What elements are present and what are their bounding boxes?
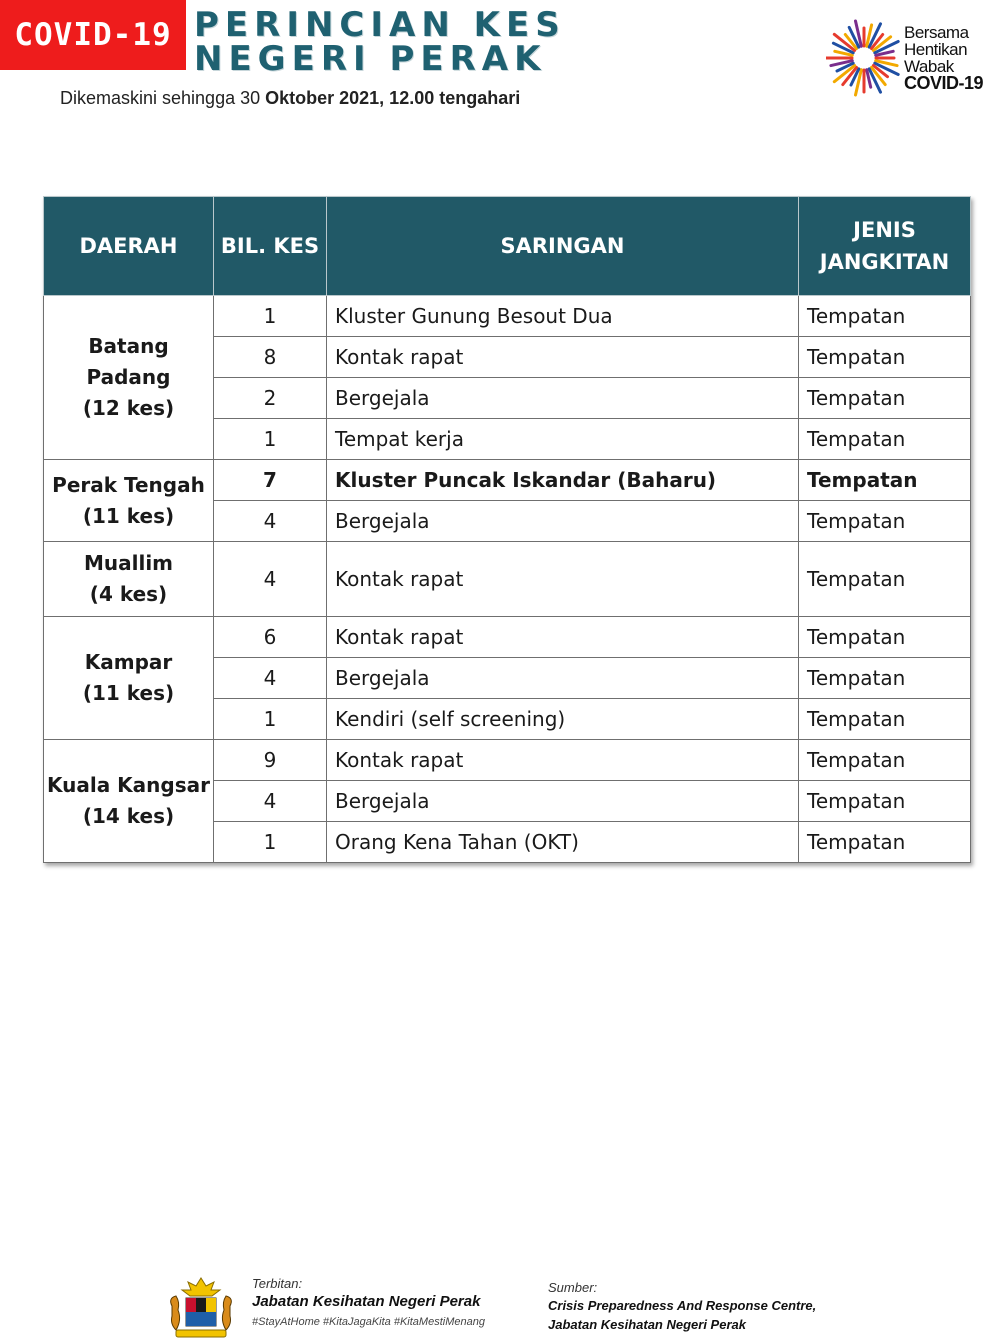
table-row — [44, 740, 971, 781]
header-saringan: SARINGAN — [327, 197, 799, 296]
table-row — [44, 542, 971, 617]
bil-kes-cell: 1 — [214, 419, 327, 460]
jenis-cell: Tempatan — [799, 658, 971, 699]
saringan-cell: Kontak rapat — [327, 740, 799, 781]
saringan-cell: Kontak rapat — [327, 542, 799, 617]
logo-line2: Hentikan — [904, 40, 968, 59]
saringan-cell: Kluster Gunung Besout Dua — [327, 296, 799, 337]
bil-kes-cell: 1 — [214, 699, 327, 740]
jenis-cell: Tempatan — [799, 419, 971, 460]
jenis-cell: Tempatan — [799, 337, 971, 378]
sunburst-logo-icon — [826, 18, 902, 98]
jenis-cell: Tempatan — [799, 296, 971, 337]
terbitan-org: Jabatan Kesihatan Negeri Perak — [252, 1293, 481, 1310]
updated-prefix: Dikemaskini sehingga 30 — [60, 88, 266, 108]
table-row — [44, 460, 971, 501]
district-total: (12 kes) — [82, 396, 175, 420]
district-total: (4 kes) — [89, 582, 168, 606]
logo-line3: Wabak — [904, 57, 954, 76]
saringan-cell: Kontak rapat — [327, 337, 799, 378]
table-row — [44, 296, 971, 337]
district-name: Perak Tengah — [52, 472, 205, 497]
bil-kes-cell: 4 — [214, 658, 327, 699]
covid-badge — [0, 0, 186, 70]
saringan-cell: Tempat kerja — [327, 419, 799, 460]
district-total: (11 kes) — [82, 681, 175, 705]
header-jenis-jangkitan — [799, 197, 971, 296]
jenis-cell: Tempatan — [799, 740, 971, 781]
saringan-cell: Orang Kena Tahan (OKT) — [327, 822, 799, 863]
bil-kes-cell: 7 — [214, 460, 327, 501]
district-cell — [44, 740, 214, 863]
jenis-cell: Tempatan — [799, 378, 971, 419]
bil-kes-cell: 9 — [214, 740, 327, 781]
saringan-cell: Kendiri (self screening) — [327, 699, 799, 740]
badge-text: COVID-19 — [14, 17, 172, 53]
district-name: Kuala Kangsar — [46, 773, 210, 797]
updated-timestamp — [60, 88, 520, 109]
case-details-table — [43, 196, 971, 863]
header-daerah: DAERAH — [44, 197, 214, 296]
source-block — [548, 1280, 816, 1333]
saringan-cell: Kontak rapat — [327, 617, 799, 658]
coat-of-arms-icon — [162, 1276, 240, 1340]
bil-kes-cell: 2 — [214, 378, 327, 419]
district-cell — [44, 296, 214, 460]
district-cell — [44, 460, 214, 542]
footer — [0, 1270, 1008, 1344]
page-title — [194, 5, 566, 79]
table-header-row — [44, 197, 971, 296]
district-name: Batang Padang — [86, 334, 171, 389]
saringan-cell: Bergejala — [327, 781, 799, 822]
updated-date: Oktober 2021, 12.00 tengahari — [265, 88, 521, 108]
bil-kes-cell: 8 — [214, 337, 327, 378]
bil-kes-cell: 6 — [214, 617, 327, 658]
logo-line1: Bersama — [904, 23, 969, 42]
bil-kes-cell: 4 — [214, 542, 327, 617]
campaign-logo — [826, 18, 1006, 102]
jenis-cell: Tempatan — [799, 460, 971, 501]
district-name: Kampar — [84, 650, 173, 674]
bil-kes-cell: 1 — [214, 822, 327, 863]
header-jenis-line1: JENIS — [853, 218, 916, 242]
page-title-line2: NEGERI PERAK — [194, 39, 547, 79]
header-bil-kes: BIL. KES — [214, 197, 327, 296]
saringan-cell: Bergejala — [327, 378, 799, 419]
publisher-block — [252, 1276, 485, 1328]
saringan-cell: Kluster Puncak Iskandar (Baharu) — [327, 460, 799, 501]
bil-kes-cell: 1 — [214, 296, 327, 337]
district-total: (11 kes) — [82, 503, 175, 528]
jenis-cell: Tempatan — [799, 822, 971, 863]
jenis-cell: Tempatan — [799, 781, 971, 822]
sumber-line2: Jabatan Kesihatan Negeri Perak — [548, 1317, 746, 1332]
district-name: Muallim — [83, 551, 174, 575]
district-total: (14 kes) — [82, 804, 175, 828]
jenis-cell: Tempatan — [799, 501, 971, 542]
sumber-line1: Crisis Preparedness And Response Centre, — [548, 1298, 817, 1313]
jenis-cell: Tempatan — [799, 542, 971, 617]
bil-kes-cell: 4 — [214, 781, 327, 822]
district-cell — [44, 542, 214, 617]
jenis-cell: Tempatan — [799, 617, 971, 658]
page-title-line1: PERINCIAN KES — [194, 5, 566, 45]
saringan-cell: Bergejala — [327, 658, 799, 699]
hashtags: #StayAtHome #KitaJagaKita #KitaMestiMenang — [252, 1316, 485, 1328]
logo-line4: COVID-19 — [904, 73, 984, 93]
table-row — [44, 617, 971, 658]
terbitan-label: Terbitan: — [252, 1276, 303, 1291]
saringan-cell: Bergejala — [327, 501, 799, 542]
bil-kes-cell: 4 — [214, 501, 327, 542]
jenis-cell: Tempatan — [799, 699, 971, 740]
sumber-label: Sumber: — [548, 1280, 598, 1295]
header-jenis-line2: JANGKITAN — [819, 250, 950, 274]
campaign-logo-text — [904, 24, 983, 92]
district-cell — [44, 617, 214, 740]
